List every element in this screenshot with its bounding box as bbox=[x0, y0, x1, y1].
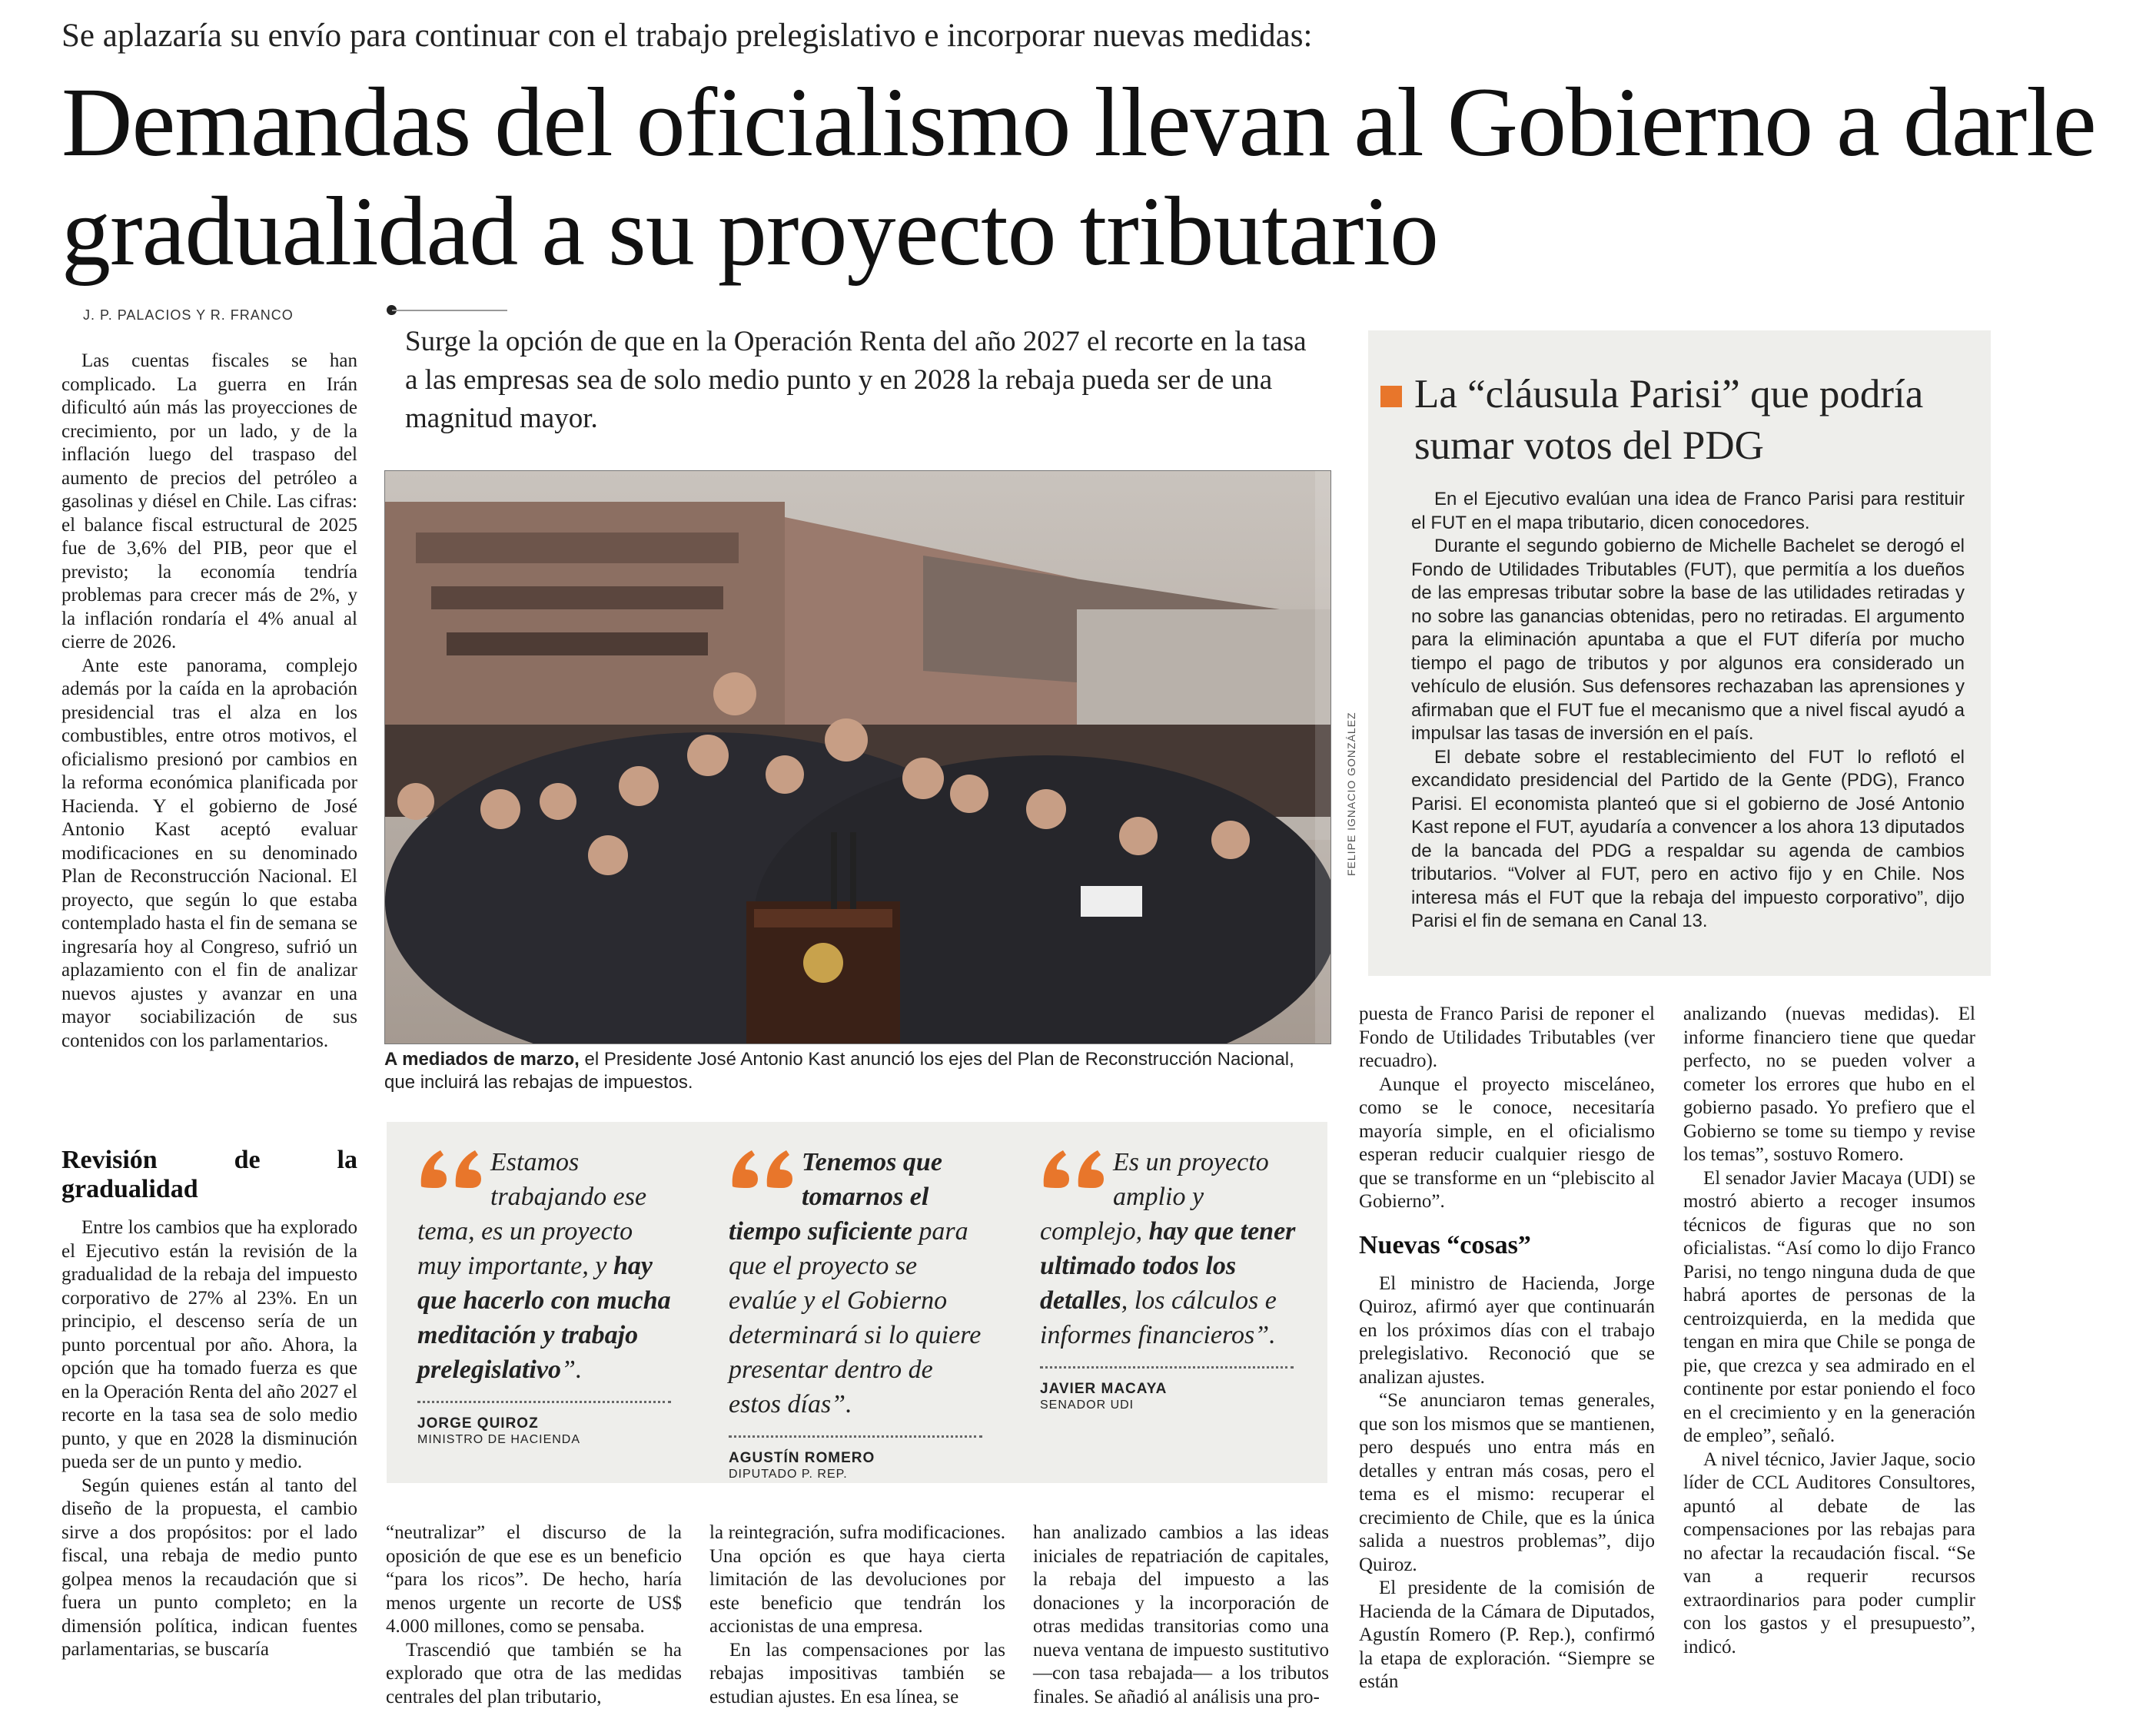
dotted-divider bbox=[729, 1435, 982, 1438]
paragraph: Según quienes están al tanto del diseño de la propuesta, el cambio sirve a dos propósitos: por el lado fiscal, una rebaja de medio punto golpea menos la recaudación que si fuera un punto completo; en la dimensión política, indican fuentes parlamentarias, se buscaría bbox=[61, 1475, 357, 1660]
sidebar-box bbox=[1368, 330, 1991, 976]
quote-macaya bbox=[1040, 1145, 1301, 1413]
quote-author: JAVIER MACAYA bbox=[1040, 1381, 1168, 1397]
body-column-1-lower bbox=[61, 1141, 357, 1662]
caption-text: el Presidente José Antonio Kast anunció los ejes del Plan de Reconstrucción Nacional, que incluirá las rebajas de impuestos. bbox=[384, 1049, 1294, 1093]
quote-text: Es un proyecto amplio y complejo, bbox=[1040, 1148, 1269, 1246]
quote-author-role: MINISTRO DE HACIENDA bbox=[417, 1433, 581, 1446]
paragraph: puesta de Franco Parisi de reponer el Fondo de Utilidades Tributables (ver recuadro). bbox=[1359, 1004, 1655, 1071]
quotes-box bbox=[387, 1122, 1327, 1483]
quote-romero bbox=[729, 1145, 990, 1482]
paragraph: El ministro de Hacienda, Jorge Quiroz, afirmó ayer que continuarán en los próximos días con el trabajo prelegislativo. Reconoció que se analizan ajustes. bbox=[1359, 1272, 1655, 1388]
quote-mark-icon bbox=[417, 1146, 490, 1189]
quote-text: Estamos trabajando ese tema, es un proyecto muy importante, y bbox=[417, 1148, 647, 1280]
paragraph: han analizado cambios a las ideas iniciales de repatriación de capitales, la rebaja del impuesto a las donaciones y la incorporación de otras medidas transitorias como una nueva ventana de impuesto sustitutivo —con tasa rebajada— a los tributos finales. Se añadió al análisis una pro- bbox=[1033, 1522, 1329, 1707]
body-column-6 bbox=[1683, 1003, 1975, 1659]
dotted-divider bbox=[417, 1401, 671, 1403]
paragraph: El debate sobre el restablecimiento del FUT lo reflotó el excandidato presidencial del Partido de la Gente (PDG), Franco Parisi. El economista planteó que si el gobierno de José Antonio Kast repone el FUT, ayudaría a convencer a los ahora 13 diputados de la bancada del PDG a respaldar su agenda de cambios tributarios. “Volver al FUT, pero en activo fijo y en Chile. Nos interesa más el FUT que la rebaja del impuesto corporativo”, dijo Parisi el fin de semana en Canal 13. bbox=[1411, 746, 1965, 931]
paragraph: “neutralizar” el discurso de la oposición de que ese es un beneficio “para los ricos”. De hecho, haría menos urgente un recorte de US$ 4.000 millones, como se pensaba. bbox=[386, 1522, 682, 1637]
quote-mark-icon bbox=[729, 1146, 802, 1189]
body-column-2 bbox=[386, 1521, 682, 1709]
caption-lead: A mediados de marzo, bbox=[384, 1049, 580, 1070]
body-column-1 bbox=[61, 350, 357, 1053]
dotted-divider bbox=[1040, 1366, 1294, 1369]
paragraph: El senador Javier Macaya (UDI) se mostró abierto a recoger insumos técnicos de figuras que no son oficialistas. “Así como lo dijo Franco Parisi, no tengo ninguna duda de que habrá aportes de personas de la centroizquierda, en la medida que tengan en mira que Chile se ponga de pie, que crezca y sea admirado en el continente por estar poniendo el foco en el crecimiento y en la generación de empleo”, señaló. bbox=[1683, 1167, 1975, 1446]
photo-credit: FELIPE IGNACIO GONZÁLEZ bbox=[1345, 712, 1357, 876]
quote-author-role: DIPUTADO P. REP. bbox=[729, 1468, 848, 1481]
quote-author-role: SENADOR UDI bbox=[1040, 1399, 1134, 1412]
byline: J. P. PALACIOS Y R. FRANCO bbox=[83, 307, 294, 323]
orange-square-icon bbox=[1380, 386, 1402, 407]
paragraph: En las compensaciones por las rebajas impositivas también se estudian ajustes. En esa línea, se bbox=[709, 1639, 1005, 1707]
paragraph: analizando (nuevas medidas). El informe financiero tiene que quedar perfecto, no se pueden volver a cometer los errores que hubo en el gobierno pasado. Yo prefiero que el Gobierno se tome su tiempo y revise los temas”, sostuvo Romero. bbox=[1683, 1004, 1975, 1165]
news-photo bbox=[384, 470, 1331, 1044]
body-column-5 bbox=[1359, 1003, 1655, 1694]
quote-bold: hay que tener ultimado todos los detalles bbox=[1040, 1217, 1296, 1315]
paragraph: Trascendió que también se ha explorado que otra de las medidas centrales del plan tributario, bbox=[386, 1639, 682, 1707]
subheading-nuevas-cosas: Nuevas “cosas” bbox=[1359, 1230, 1531, 1259]
quote-author: JORGE QUIROZ bbox=[417, 1415, 539, 1432]
body-column-3 bbox=[709, 1521, 1005, 1709]
quote-text: para que el proyecto se evalúe y el Gobierno determinará si lo quiere presentar dentro de estos días”. bbox=[729, 1217, 982, 1418]
quote-mark-icon bbox=[1040, 1146, 1113, 1189]
paragraph: Las cuentas fiscales se han complicado. La guerra en Irán dificultó aún más las proyecciones de crecimiento, por un lado, y de la inflación luego del traspaso del aumento de precios del petróleo a gasolinas y diésel en Chile. Las cifras: el balance fiscal estructural de 2025 fue de 3,6% del PIB, peor que el previsto; la economía tendría problemas para crecer más de 2%, y la inflación rondaría el 4% anual al cierre de 2026. bbox=[61, 350, 357, 652]
paragraph: A nivel técnico, Javier Jaque, socio líder de CCL Auditores Consultores, apuntó al debate de las compensaciones por las rebajas para no afectar la recaudación fiscal. “Se van a requerir recursos extraordinarios para poder cumplir con los gastos y el presupuesto”, indicó. bbox=[1683, 1448, 1975, 1657]
sidebar-body bbox=[1411, 488, 1965, 934]
paragraph: “Se anunciaron temas generales, que son los mismos que se mantienen, pero después uno entra más en detalles y entran más cosas, pero el tema es el mismo: recuperar el crecimiento de Chile, que es la única salida a nuestros problemas”, dijo Quiroz. bbox=[1359, 1390, 1655, 1575]
lead-divider bbox=[392, 310, 507, 311]
photo-caption bbox=[384, 1048, 1330, 1094]
body-column-4 bbox=[1033, 1521, 1329, 1709]
subheading-gradualidad: Revisión de la gradualidad bbox=[61, 1146, 357, 1203]
quote-author: AGUSTÍN ROMERO bbox=[729, 1450, 875, 1466]
quote-quiroz bbox=[417, 1145, 679, 1448]
headline: Demandas del oficialismo llevan al Gobierno a darle gradualidad a su proyecto tributario bbox=[61, 68, 2096, 286]
paragraph: El presidente de la comisión de Hacienda de la Cámara de Diputados, Agustín Romero (P. Rep.), confirmó la etapa de exploración. “Siempre se están bbox=[1359, 1578, 1655, 1692]
paragraph: En el Ejecutivo evalúan una idea de Franco Parisi para restituir el FUT en el mapa tributario, dicen conocedores. bbox=[1411, 489, 1965, 533]
sidebar-title: La “cláusula Parisi” que podría sumar votos del PDG bbox=[1414, 372, 1924, 468]
quote-text: ”. bbox=[560, 1355, 583, 1384]
paragraph: Ante este panorama, complejo además por la caída en la aprobación presidencial tras el alza en los combustibles, entre otros motivos, el oficialismo presionó por cambios en la reforma económica planificada por Hacienda. Y el gobierno de José Antonio Kast aceptó evaluar modificaciones en su denominado Plan de Reconstrucción Nacional. El proyecto, que según lo que estaba contemplado hasta el fin de semana se ingresaría hoy al Congreso, sufrió un aplazamiento con el fin de analizar nuevos ajustes y avanzar en una mayor sociabilización de sus contenidos con los parlamentarios. bbox=[61, 655, 357, 1051]
lead-paragraph: Surge la opción de que en la Operación Renta del año 2027 el recorte en la tasa a las empresas sea de solo medio punto y en 2028 la rebaja pueda ser de una magnitud mayor. bbox=[405, 326, 1307, 434]
press-conference-photo bbox=[385, 471, 1330, 1044]
quote-bold: hay que hacerlo con mucha meditación y trabajo prelegislativo bbox=[417, 1252, 671, 1384]
kicker: Se aplazaría su envío para continuar con el trabajo prelegislativo e incorporar nuevas medidas: bbox=[61, 18, 1313, 54]
paragraph: Aunque el proyecto misceláneo, como se le conoce, necesitaría mayoría simple, en el oficialismo esperan reducir cualquier riesgo de que se transforme en un “plebiscito al Gobierno”. bbox=[1359, 1073, 1655, 1212]
quote-bold: Tenemos que tomarnos el tiempo suficiente bbox=[729, 1148, 942, 1246]
paragraph: Entre los cambios que ha explorado el Ejecutivo están la revisión de la gradualidad de la rebaja del impuesto corporativo de 27% al 23%. En un principio, el descenso sería de un punto porcentual por año. Ahora, la opción que ha tomado fuerza es que en la Operación Renta del año 2027 el recorte en la tasa sea de solo medio punto, y que en 2028 la disminución pueda ser de un punto y medio. bbox=[61, 1217, 357, 1472]
paragraph: Durante el segundo gobierno de Michelle Bachelet se derogó el Fondo de Utilidades Tributables (FUT), que permitía a los dueños de las empresas tributar sobre la base de las utilidades retiradas y no sobre las ganancias obtenidas, pero no retiradas. El argumento para la eliminación apuntaba a que el FUT difería por mucho tiempo el pago de tributos y por algunos era considerado un vehículo de elusión. Sus defensores rechazaban las aprensiones y afirmaban que el FUT fue el mecanismo que a nivel fiscal ayudó a impulsar las tasas de inversión en el país. bbox=[1411, 536, 1965, 744]
quote-text: , los cálculos e informes financieros”. bbox=[1040, 1286, 1277, 1349]
paragraph: la reintegración, sufra modificaciones. Una opción es que haya cierta limitación de las devoluciones por este beneficio que tendrán los accionistas de una empresa. bbox=[709, 1522, 1005, 1637]
